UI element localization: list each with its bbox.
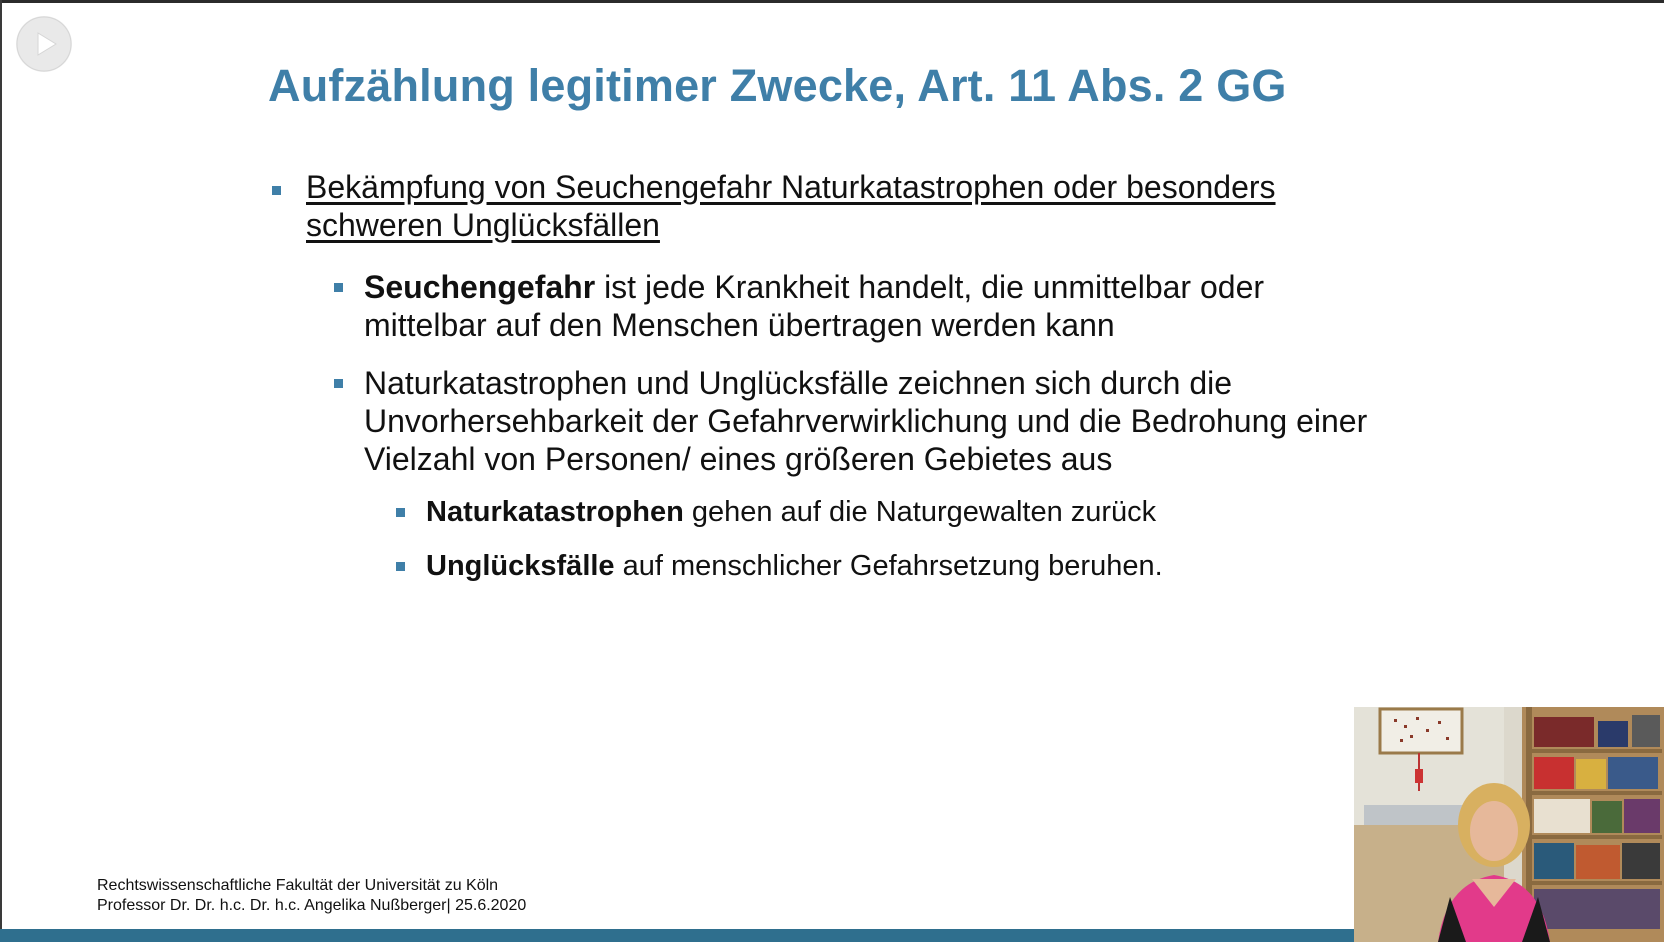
square-bullet-icon xyxy=(334,379,343,388)
bullet-text: Naturkatastrophen und Unglücksfälle zeichnen sich durch die Unvorhersehbarkeit der Gefahrverwirklichung und die Bedrohung einer Vielzahl von Personen/ eines größeren Gebietes aus xyxy=(364,365,1368,477)
webcam-overlay xyxy=(1354,707,1664,942)
speaker-video xyxy=(1354,707,1664,942)
left-border xyxy=(0,0,2,942)
bullet-term: Seuchengefahr xyxy=(364,269,596,305)
bullet-level3-naturkatastrophen xyxy=(268,494,1388,530)
bullet-level3-ungluecksfaelle xyxy=(268,548,1388,584)
footer-institution: Rechtswissenschaftliche Fakultät der Universität zu Köln xyxy=(97,877,499,894)
bullet-term: Naturkatastrophen xyxy=(426,496,684,528)
square-bullet-icon xyxy=(396,562,405,571)
play-button[interactable] xyxy=(16,16,72,72)
bullet-text: gehen auf die Naturgewalten zurück xyxy=(683,496,1157,528)
top-border xyxy=(0,0,1664,3)
bullet-list xyxy=(268,168,1388,584)
square-bullet-icon xyxy=(272,186,281,195)
play-icon xyxy=(16,16,72,72)
slide-title: Aufzählung legitimer Zwecke, Art. 11 Abs. 2 GG xyxy=(268,60,1287,111)
slide-footer xyxy=(97,876,526,916)
bullet-level2-naturkatastrophen xyxy=(268,364,1388,478)
bullet-level2-seuchengefahr xyxy=(268,268,1388,344)
square-bullet-icon xyxy=(334,283,343,292)
footer-author-date: Professor Dr. Dr. h.c. Dr. h.c. Angelika Nußberger| 25.6.2020 xyxy=(97,897,527,914)
bullet-level1-text: Bekämpfung von Seuchengefahr Naturkatastrophen oder besonders schweren Unglücksfällen xyxy=(306,169,1276,243)
bullet-term: Unglücksfälle xyxy=(426,550,615,582)
bullet-level1 xyxy=(268,168,1388,244)
bullet-text: auf menschlicher Gefahrsetzung beruhen. xyxy=(614,550,1163,582)
bullet-text: ist jede Krankheit handelt, die unmittelbar oder mittelbar auf den Menschen übertragen werden kann xyxy=(364,269,1265,343)
square-bullet-icon xyxy=(396,508,405,517)
